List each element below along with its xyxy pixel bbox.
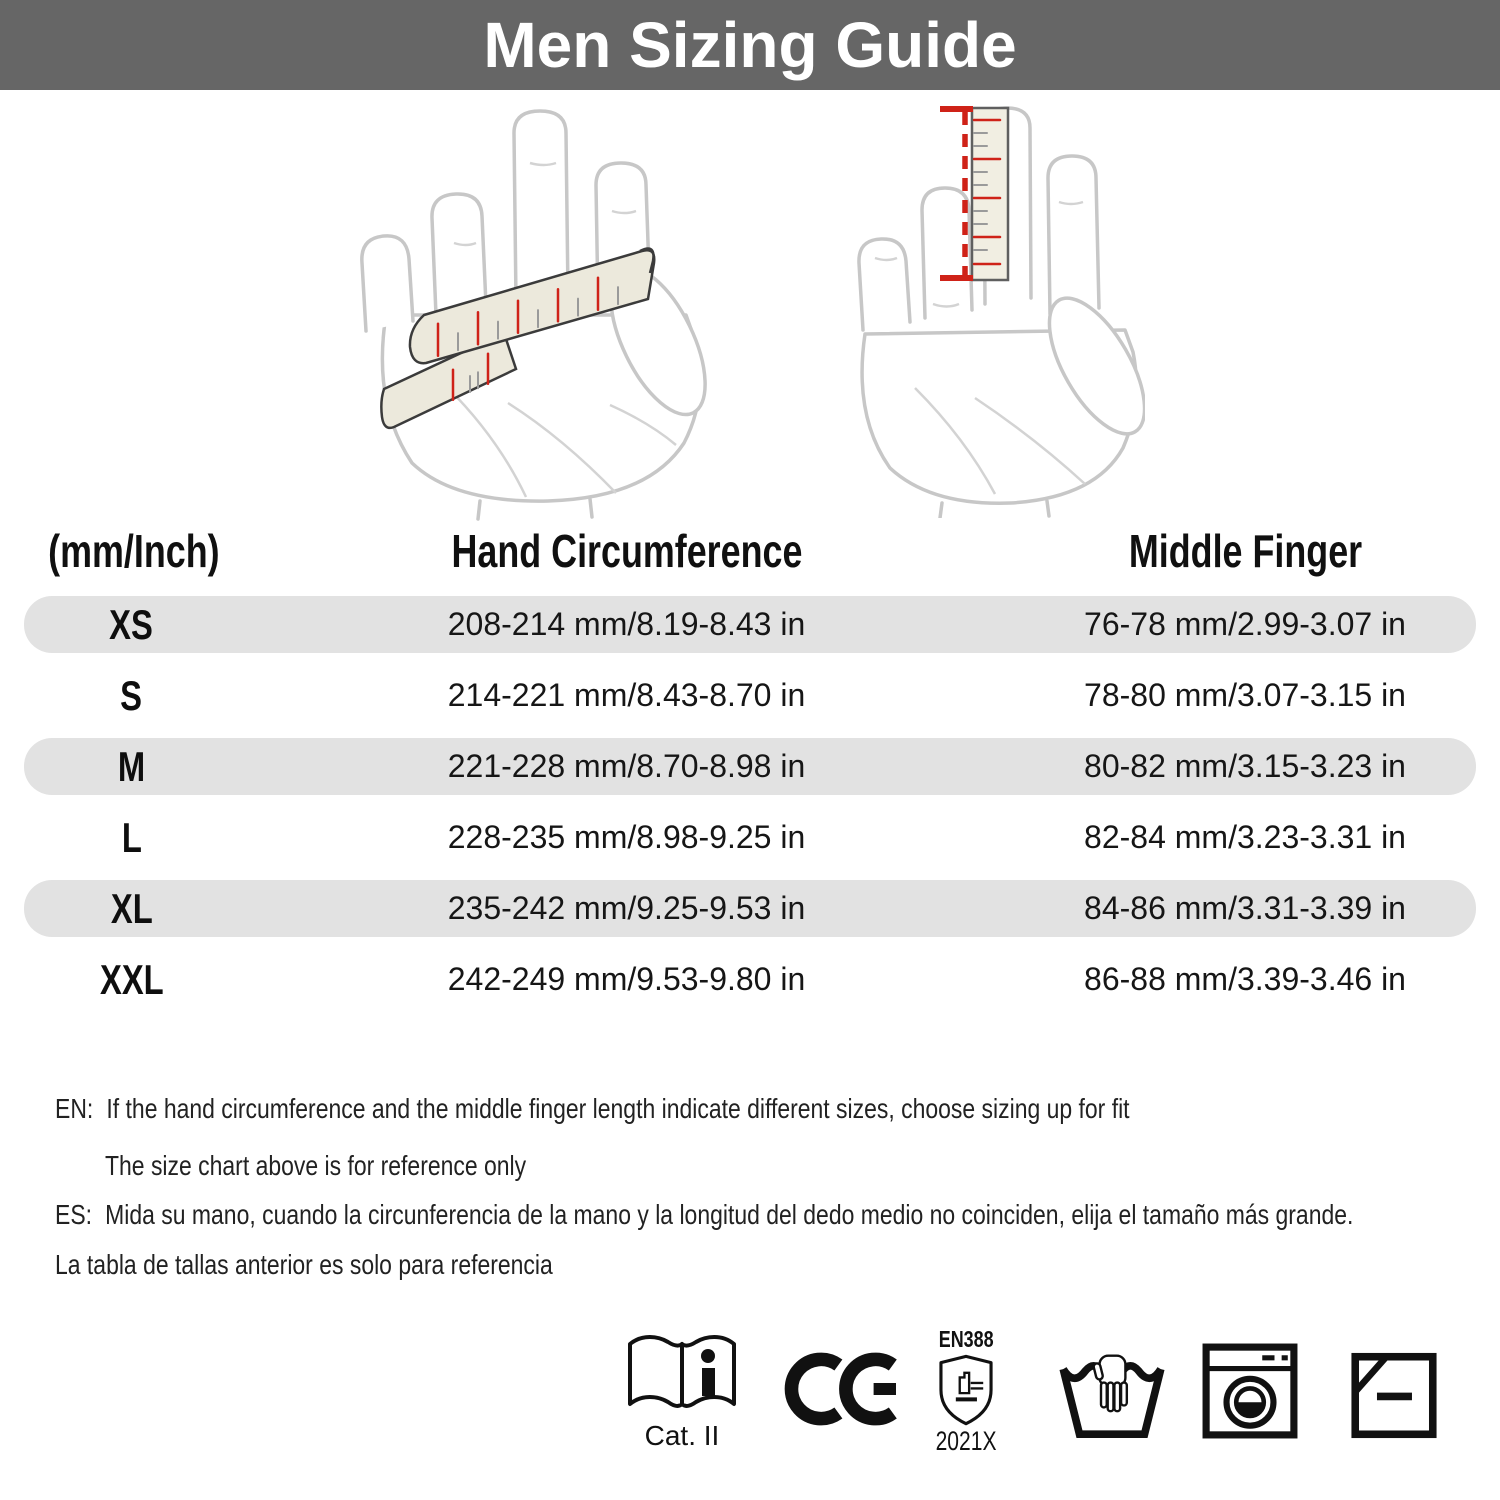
table-row xyxy=(24,596,1476,653)
size-label: L xyxy=(121,813,142,861)
middle-finger-value: 76-78 mm/2.99-3.07 in xyxy=(1084,606,1406,642)
en388-shield-icon xyxy=(933,1354,999,1426)
hand-circumference-value: 242-249 mm/9.53-9.80 in xyxy=(447,961,806,997)
middle-finger-value: 78-80 mm/3.07-3.15 in xyxy=(1084,677,1406,713)
hand-wash-icon xyxy=(1056,1350,1168,1438)
table-row xyxy=(24,667,1476,724)
manual-caption: Cat. II xyxy=(644,1420,720,1451)
care-machine-wash xyxy=(1200,1342,1300,1440)
table-row xyxy=(24,809,1476,866)
size-label: XXL xyxy=(99,955,164,1003)
middle-finger-illustration xyxy=(845,98,1145,518)
instruction-manual-icon xyxy=(621,1330,743,1418)
hand-circumference-value: 208-214 mm/8.19-8.43 in xyxy=(447,606,806,642)
note-en-line1: If the hand circumference and the middle finger length indicate different sizes, choose sizing up for fit xyxy=(106,1093,1130,1124)
middle-finger-value: 82-84 mm/3.23-3.31 in xyxy=(1084,819,1406,855)
size-label: S xyxy=(120,671,143,719)
certification-en388 xyxy=(920,1326,1012,1457)
note-en-line2: The size chart above is for reference only xyxy=(105,1150,527,1181)
note-es-line2: La tabla de tallas anterior es solo para referencia xyxy=(55,1249,553,1280)
hand-with-ruler-icon xyxy=(845,98,1145,518)
title-bar xyxy=(0,0,1500,90)
en388-rating-label: 2021X xyxy=(935,1426,997,1456)
hand-circumference-illustration xyxy=(358,103,758,523)
column-header-units: (mm/Inch) xyxy=(48,525,220,577)
certification-manual xyxy=(618,1330,746,1452)
hand-with-tape-icon xyxy=(358,103,758,523)
middle-finger-value: 84-86 mm/3.31-3.39 in xyxy=(1084,890,1406,926)
hand-circumference-value: 221-228 mm/8.70-8.98 in xyxy=(447,748,806,784)
note-spanish xyxy=(55,1190,1500,1290)
middle-finger-value: 80-82 mm/3.15-3.23 in xyxy=(1084,748,1406,784)
machine-wash-icon xyxy=(1201,1342,1299,1440)
note-es-label: ES: xyxy=(55,1199,93,1230)
care-hand-wash xyxy=(1054,1350,1170,1438)
ce-mark-icon xyxy=(776,1348,904,1430)
table-row xyxy=(24,880,1476,937)
hand-circumference-value: 228-235 mm/8.98-9.25 in xyxy=(447,819,806,855)
note-en-label: EN: xyxy=(55,1093,94,1124)
table-row xyxy=(24,738,1476,795)
column-header-hand-circumference: Hand Circumference xyxy=(451,525,802,577)
certification-ce xyxy=(776,1348,904,1430)
page-title: Men Sizing Guide xyxy=(483,9,1017,81)
size-label: M xyxy=(117,742,146,790)
size-label: XS xyxy=(109,600,154,648)
care-dry-flat-shade xyxy=(1348,1352,1440,1439)
middle-finger-value: 86-88 mm/3.39-3.46 in xyxy=(1084,961,1406,997)
table-header-row xyxy=(24,520,1476,582)
note-es-line1: Mida su mano, cuando la circunferencia de la mano y la longitud del dedo medio no coinciden, elija el tamaño más grande. xyxy=(105,1199,1354,1230)
table-row xyxy=(24,951,1476,1008)
column-header-middle-finger: Middle Finger xyxy=(1128,525,1362,577)
note-english xyxy=(55,1080,1365,1194)
dry-flat-shade-icon xyxy=(1349,1352,1439,1439)
size-label: XL xyxy=(110,884,153,932)
en388-standard-label: EN388 xyxy=(938,1326,994,1352)
hand-circumference-value: 214-221 mm/8.43-8.70 in xyxy=(447,677,806,713)
hand-circumference-value: 235-242 mm/9.25-9.53 in xyxy=(447,890,806,926)
sizing-table xyxy=(0,520,1500,1008)
